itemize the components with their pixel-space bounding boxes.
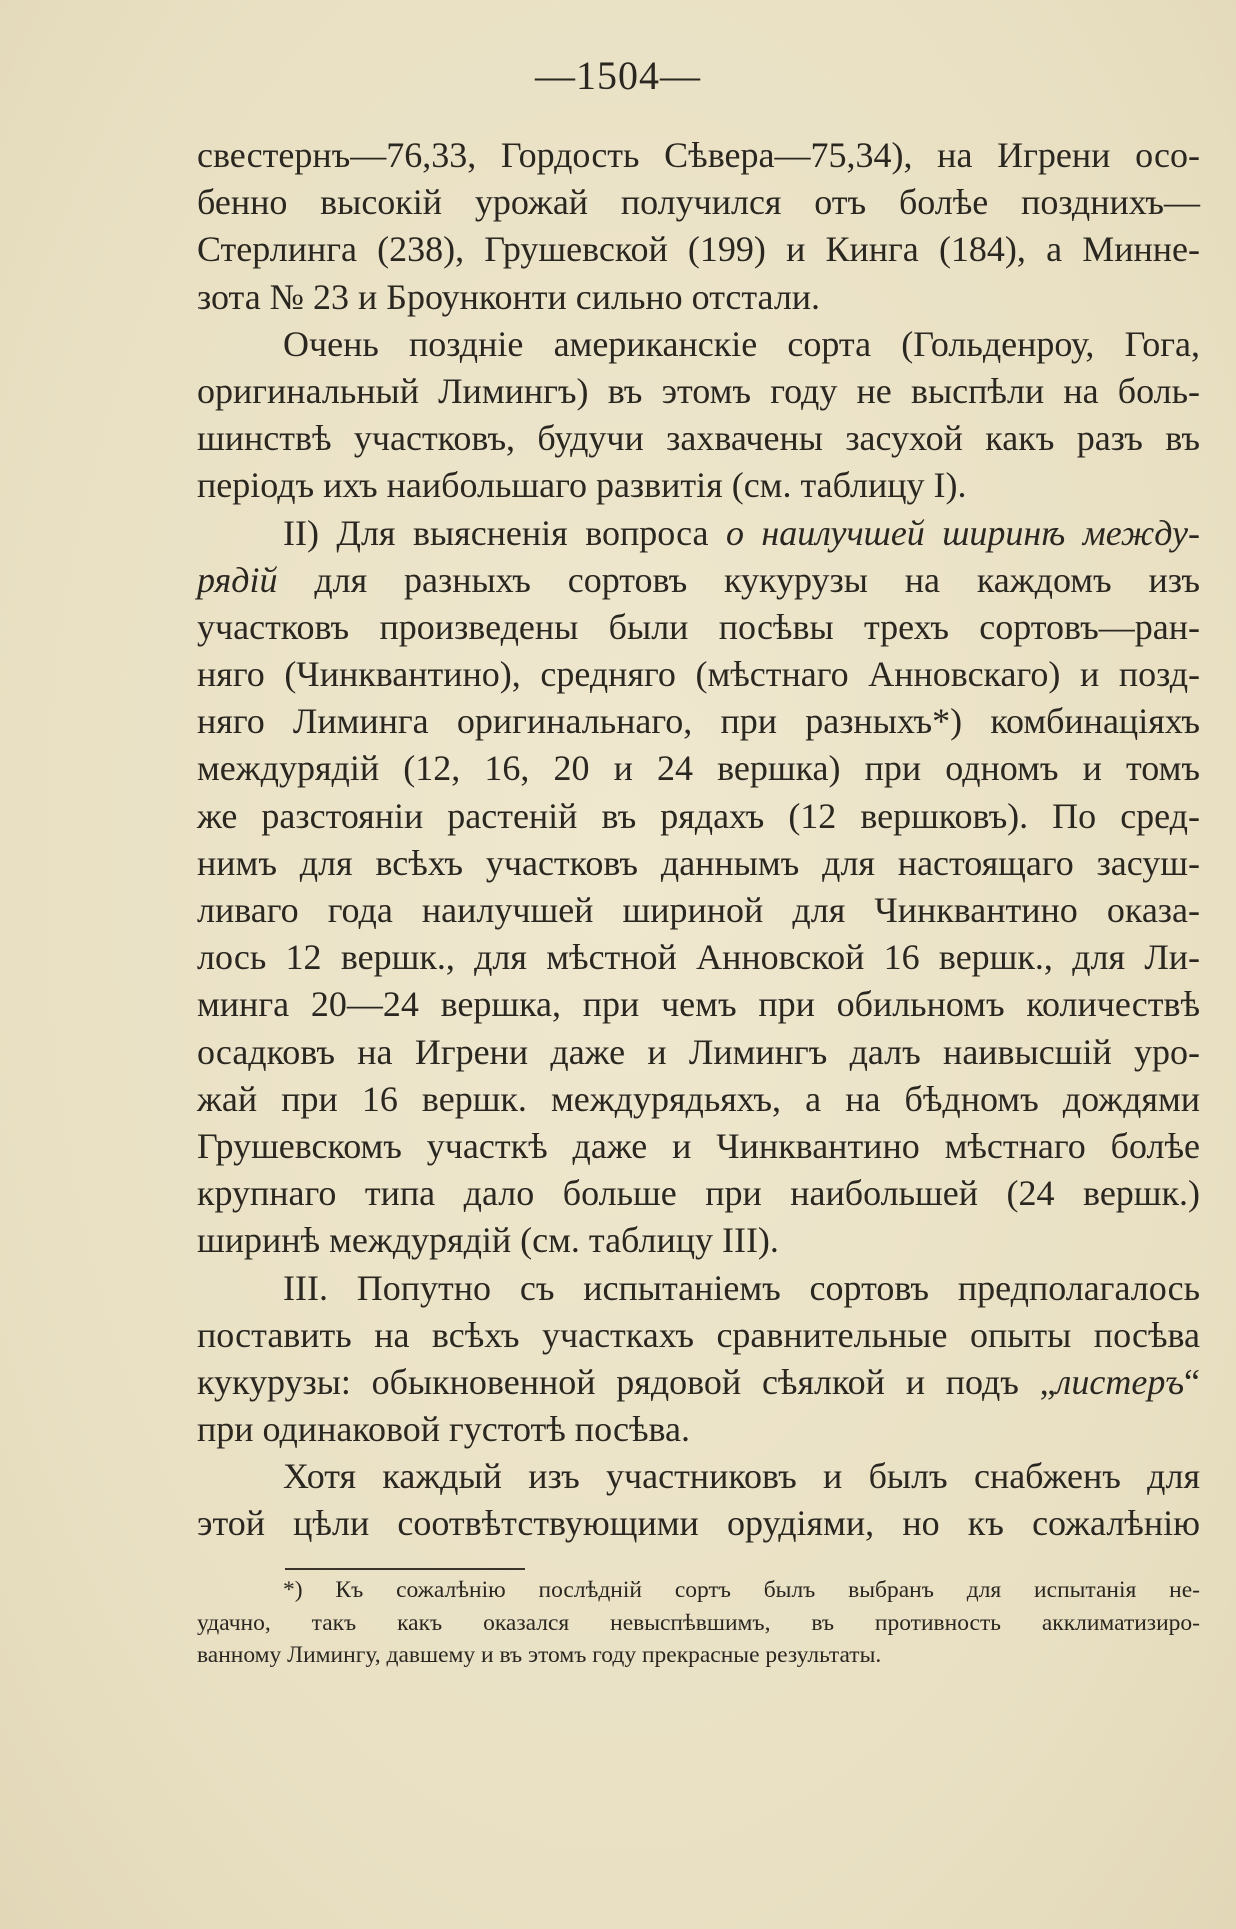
body-line: поставить на всѣхъ участкахъ сравнительные опыты посѣва — [197, 1314, 1200, 1355]
body-line: Стерлинга (238), Грушевской (199) и Кинга (184), а Минне- — [197, 229, 1200, 270]
body-line: нимъ для всѣхъ участковъ даннымъ для настоящаго засуш- — [197, 842, 1200, 883]
body-line: періодъ ихъ наибольшаго развитія (см. таблицу I). — [197, 465, 967, 506]
body-line: няго Лиминга оригинальнаго, при разныхъ*) комбинаціяхъ — [197, 701, 1200, 742]
page-number: —1504— — [535, 53, 701, 98]
body-line: зота № 23 и Броунконти сильно отстали. — [197, 276, 821, 317]
body-text — [197, 132, 1200, 1548]
line-text: кукурузы: обыкновенной рядовой сѣялкой и подъ „ — [197, 1361, 1056, 1402]
footnote-divider — [285, 1568, 525, 1570]
line-text: для разныхъ сортовъ кукурузы на каждомъ изъ — [277, 559, 1200, 600]
body-line: же разстояніи растеній въ рядахъ (12 вершковъ). По сред- — [197, 795, 1200, 836]
body-line: междурядій (12, 16, 20 и 24 вершка) при одномъ и томъ — [197, 748, 1200, 789]
body-line: шинствѣ участковъ, будучи захвачены засухой какъ разъ въ — [197, 418, 1200, 459]
body-line: Грушевскомъ участкѣ даже и Чинквантино мѣстнаго болѣе — [197, 1125, 1200, 1166]
body-line: осадковъ на Игрени даже и Лимингъ далъ наивысшій уро- — [197, 1031, 1200, 1072]
body-line: свестернъ—76,33, Гордость Сѣвера—75,34), на Игрени осо- — [197, 135, 1200, 175]
footnote-line: ванному Лимингу, давшему и въ этомъ году прекрасные результаты. — [197, 1642, 882, 1668]
body-line: Хотя каждый изъ участниковъ и былъ снабженъ для — [283, 1456, 1200, 1497]
body-line: бенно высокій урожай получился отъ болѣе позднихъ— — [197, 182, 1200, 223]
line-text: “ — [1184, 1361, 1200, 1402]
body-line — [197, 510, 1200, 557]
footnote-line: *) Къ сожалѣнію послѣдній сортъ былъ выбранъ для испытанія не- — [283, 1577, 1200, 1603]
line-text: II) Для выясненія вопроса — [283, 512, 726, 553]
italic-emphasis: рядій — [197, 559, 278, 600]
body-line: этой цѣли соотвѣтствующими орудіями, но къ сожалѣнію — [197, 1503, 1200, 1544]
body-line — [197, 557, 1200, 604]
body-line: ливаго года наилучшей шириной для Чинквантино оказа- — [197, 890, 1200, 930]
italic-emphasis: о наилучшей ширинѣ между- — [725, 512, 1200, 553]
body-line: минга 20—24 вершка, при чемъ при обильномъ количествѣ — [197, 984, 1200, 1025]
body-line: ширинѣ междурядій (см. таблицу III). — [197, 1220, 779, 1261]
body-line: III. Попутно съ испытаніемъ сортовъ предполагалось — [283, 1267, 1200, 1308]
footnote — [197, 1574, 1200, 1672]
body-line: Очень поздніе американскіе сорта (Гольденроу, Гога, — [283, 323, 1200, 364]
footnote-line: удачно, такъ какъ оказался невыспѣвшимъ, въ противность акклиматизиро- — [197, 1609, 1200, 1636]
body-line: жай при 16 вершк. междурядьяхъ, а на бѣдномъ дождями — [197, 1078, 1200, 1119]
body-line: лось 12 вершк., для мѣстной Анновской 16 вершк., для Ли- — [197, 937, 1200, 978]
body-line: оригинальный Лимингъ) въ этомъ году не выспѣли на боль- — [197, 370, 1200, 411]
body-line: крупнаго типа дало больше при наибольшей (24 вершк.) — [197, 1173, 1200, 1214]
italic-emphasis: листеръ — [1055, 1361, 1185, 1402]
body-line: няго (Чинквантино), средняго (мѣстнаго Анновскаго) и позд- — [197, 654, 1200, 695]
body-line — [197, 1359, 1200, 1406]
body-line: участковъ произведены были посѣвы трехъ сортовъ—ран- — [197, 606, 1200, 647]
body-line: при одинаковой густотѣ посѣва. — [197, 1409, 690, 1450]
